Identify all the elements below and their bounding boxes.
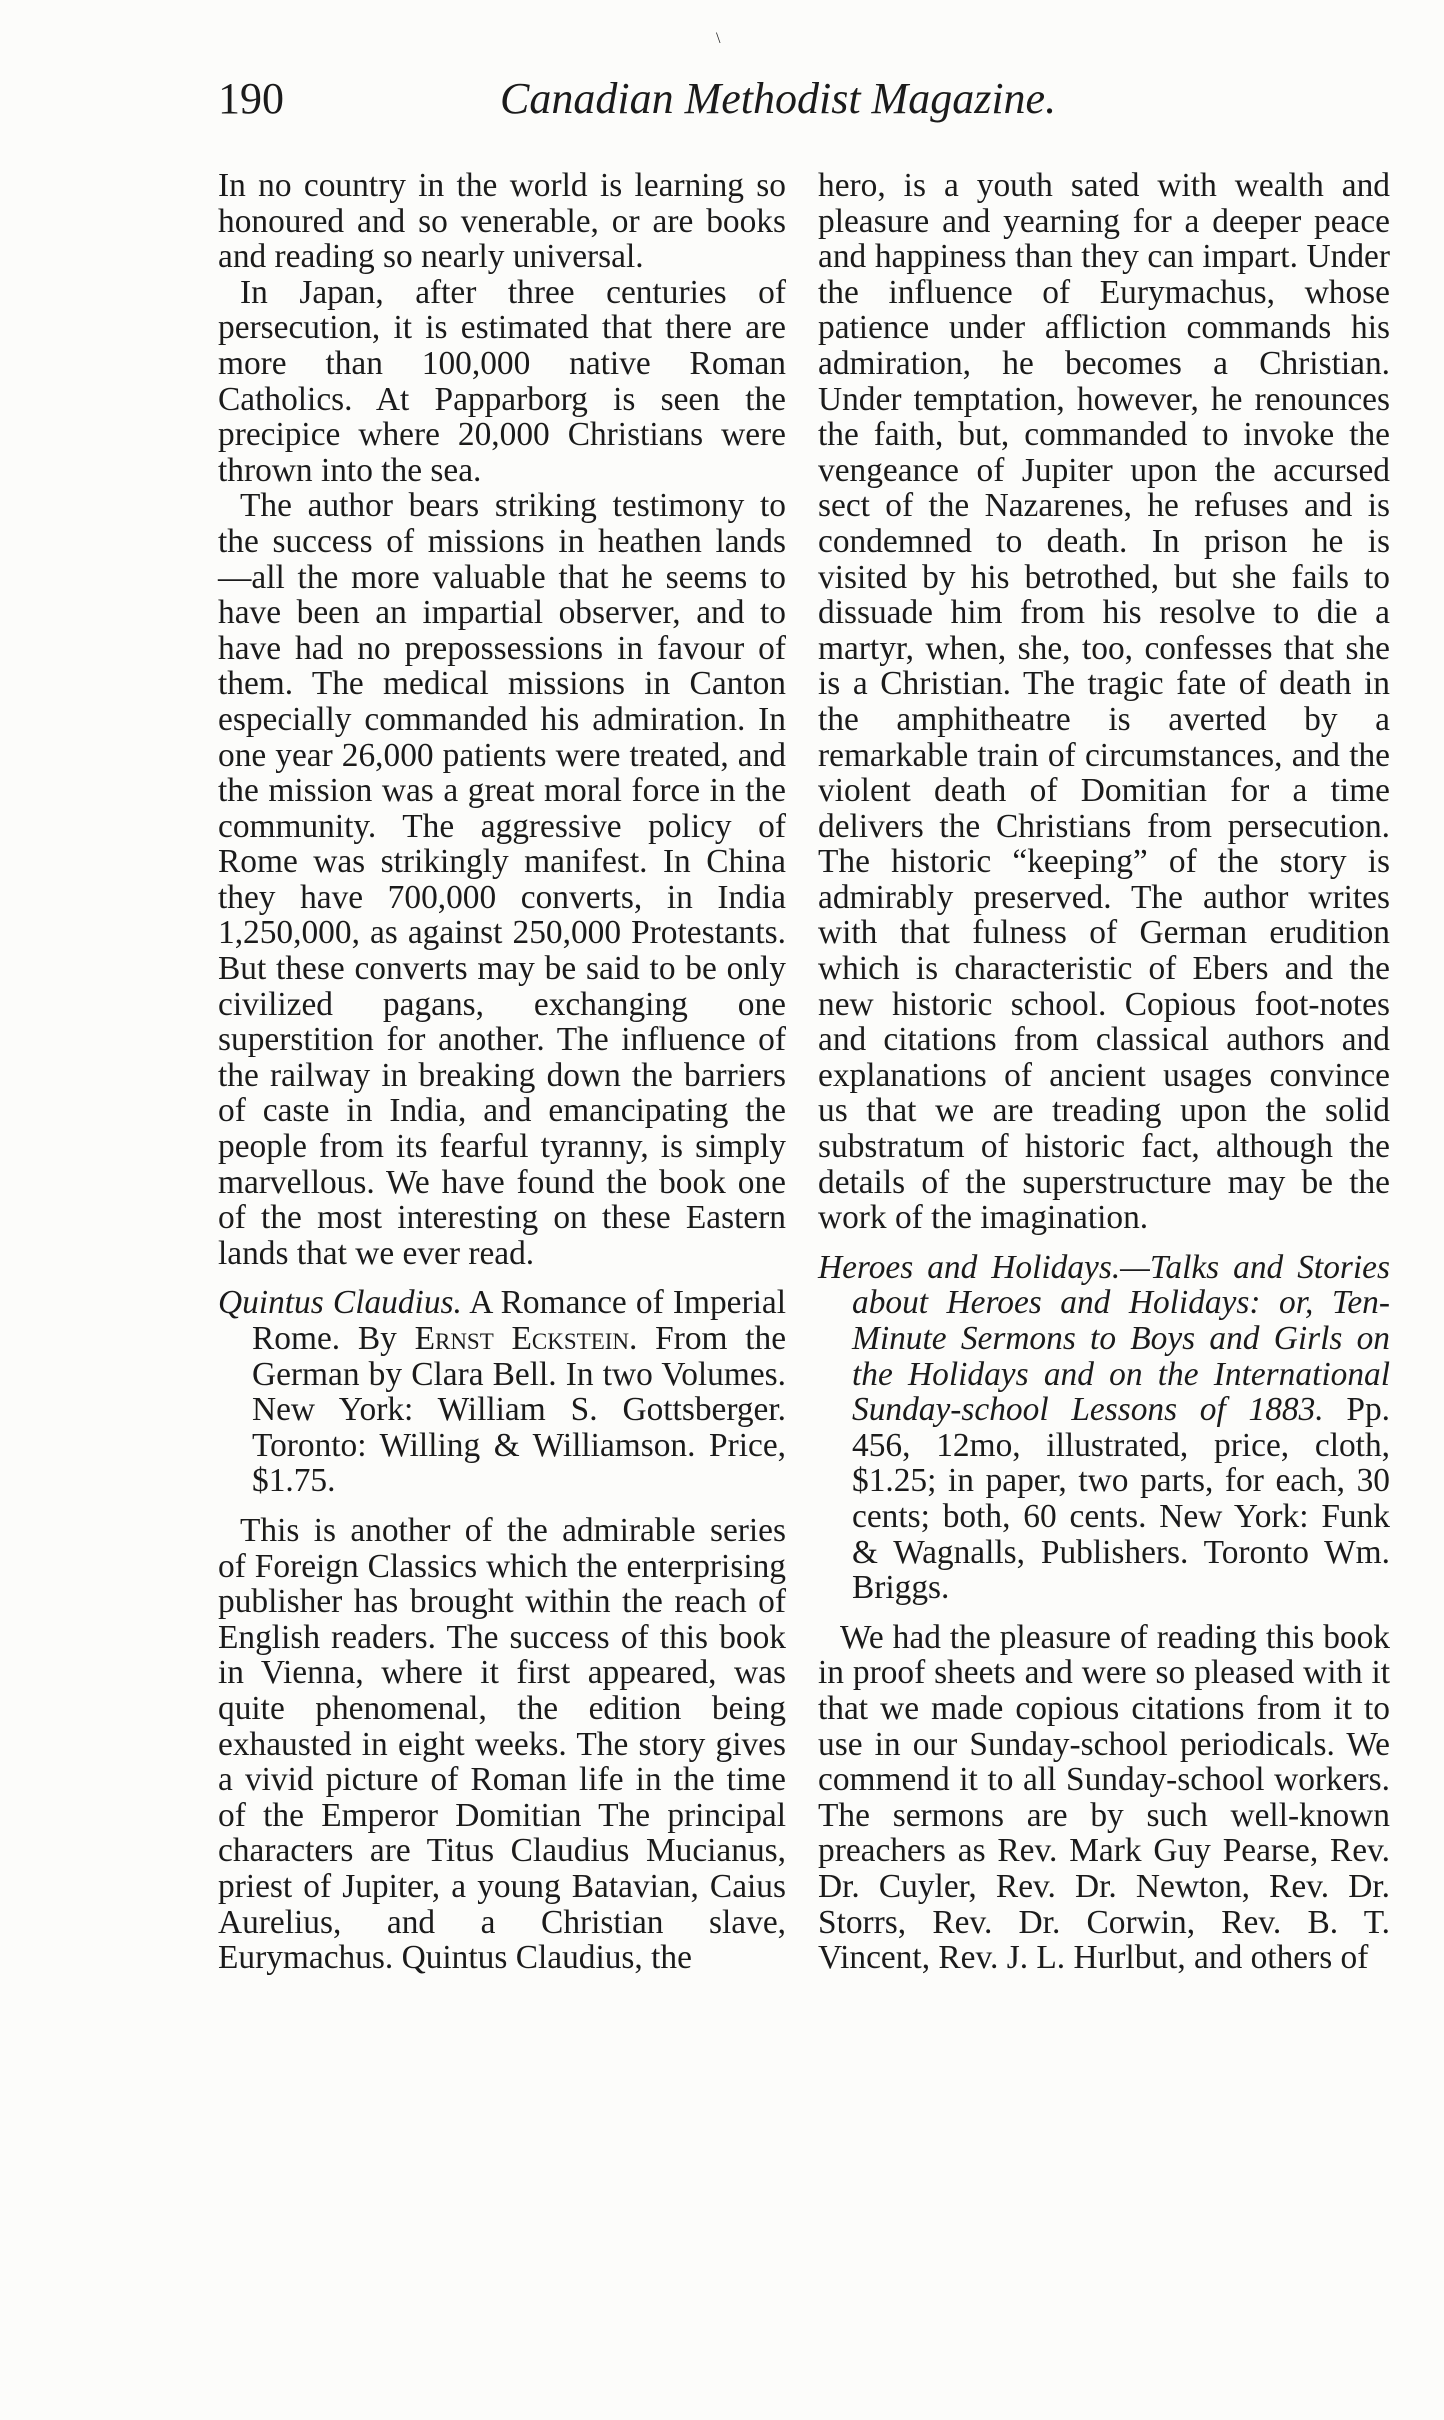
review-details: Pp. 456, 12mo, illustrated, price, cloth, $1.25; in paper, two parts, for each, 30 cents; both, 60 cents. New York: Funk & Wagnalls, Publishers. Toronto Wm. Briggs. bbox=[852, 1391, 1390, 1607]
review-author: Ernst Eckstein. bbox=[414, 1320, 638, 1357]
paragraph: The author bears striking testimony to the success of missions in heathen lands—all the more valuable that he seems to have been an impartial observer, and to have had no prepossessions in favour of them. The medical missions in Canton especially commanded his admiration. In one year 26,000 patients were treated, and the mission was a great moral force in the community. The aggressive policy of Rome was strikingly manifest. In China they have 700,000 converts, in India 1,250,000, as against 250,000 Protestants. But these converts may be said to be only civilized pagans, exchanging one superstition for another. The influence of the railway in breaking down the barriers of caste in India, and emancipating the people from its fearful tyranny, is simply marvellous. We have found the book one of the most interesting on these Eastern lands that we ever read. bbox=[218, 487, 786, 1272]
paragraph: In Japan, after three centuries of persecution, it is estimated that there are more than 100,000 native Roman Catholics. At Papparborg is seen the precipice where 20,000 Christians were thrown into the sea. bbox=[218, 273, 786, 489]
page-number: 190 bbox=[218, 74, 284, 123]
left-column bbox=[218, 168, 786, 1976]
right-column bbox=[818, 168, 1390, 1976]
review-title: Quintus Claudius. bbox=[218, 1284, 462, 1322]
paragraph: We had the pleasure of reading this book in proof sheets and were so pleased with it that we made copious citations from it to use in our Sunday-school periodicals. We commend it to all Sunday-school workers. The sermons are by such well-known preachers as Rev. Mark Guy Pearse, Rev. Dr. Cuyler, Rev. Dr. Newton, Rev. Dr. Storrs, Rev. Dr. Corwin, Rev. B. T. Vincent, Rev. J. L. Hurlbut, and others of bbox=[818, 1618, 1390, 1977]
running-title: Canadian Methodist Magazine. bbox=[500, 74, 1057, 123]
paragraph: This is another of the admirable series of Foreign Classics which the enterprising publisher has brought within the reach of English readers. The success of this book in Vienna, where it first appeared, was quite phenomenal, the edition being exhausted in eight weeks. The story gives a vivid picture of Roman life in the time of the Emperor Domitian The principal characters are Titus Claudius Mucianus, priest of Jupiter, a young Batavian, Caius Aurelius, and a Christian slave, Eurymachus. Quintus Claudius, the bbox=[218, 1511, 786, 1977]
review-details: From the German by Clara Bell. In two Volumes. New York: William S. Gottsberger. Toronto: Willing & Williamson. Price, $1.75. bbox=[252, 1320, 787, 1500]
scan-speck: \ bbox=[716, 30, 721, 47]
review-heading bbox=[218, 1285, 786, 1499]
review-heading bbox=[818, 1250, 1390, 1606]
review-subtitle: A Romance of Imperial Rome. By bbox=[252, 1284, 786, 1357]
review-title: Heroes and Holidays.—Talks and Stories about Heroes and Holidays: or, Ten-Minute Sermons to Boys and Girls on the Holidays and on the International Sunday-school Lessons of 1883. bbox=[818, 1248, 1390, 1429]
paragraph: In no country in the world is learning so honoured and so venerable, or are books and reading so nearly universal. bbox=[218, 167, 786, 276]
paragraph: hero, is a youth sated with wealth and pleasure and yearning for a deeper peace and happiness than they can impart. Under the influence of Eurymachus, whose patience under affliction commands his admiration, he becomes a Christian. Under temptation, however, he renounces the faith, but, commanded to invoke the vengeance of Jupiter upon the accursed sect of the Nazarenes, he refuses and is condemned to death. In prison he is visited by his betrothed, but she fails to dissuade him from his resolve to die a martyr, when, she, too, confesses that she is a Christian. The tragic fate of death in the amphitheatre is averted by a remarkable train of circumstances, and the violent death of Domitian for a time delivers the Christians from persecution. The historic “keeping” of the story is admirably preserved. The author writes with that fulness of German erudition which is characteristic of Ebers and the new historic school. Copious foot-notes and citations from classical authors and explanations of ancient usages convince us that we are treading upon the solid substratum of historic fact, although the details of the superstructure may be the work of the imagination. bbox=[818, 167, 1390, 1237]
